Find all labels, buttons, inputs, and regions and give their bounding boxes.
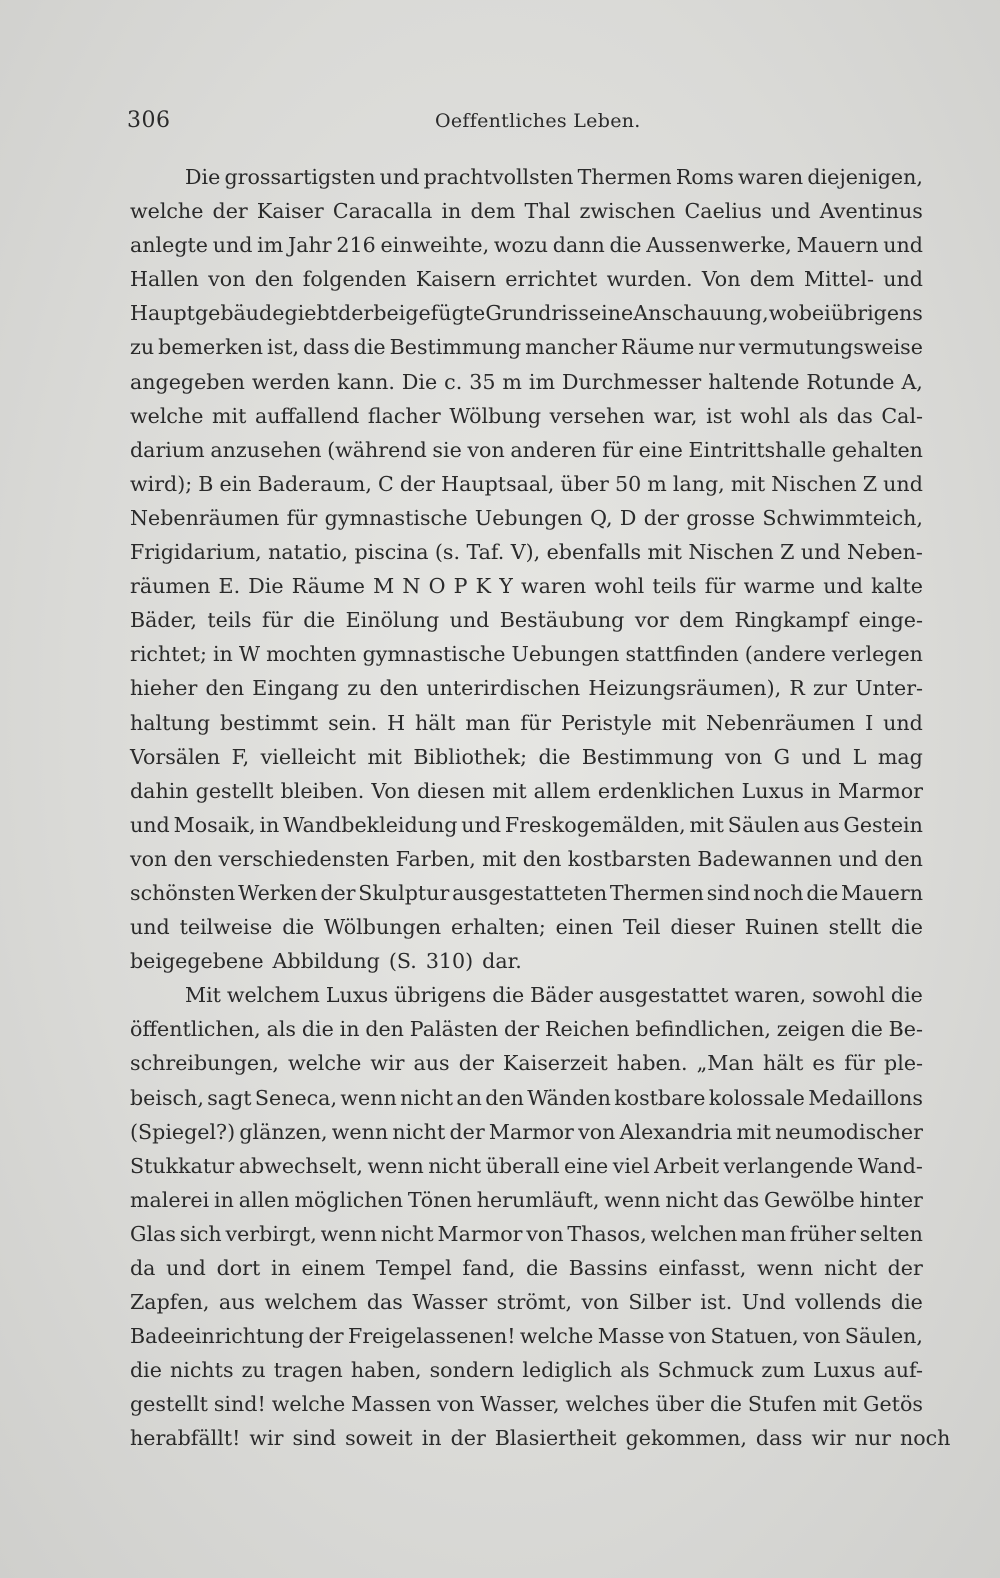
text-line: anlegte und im Jahr 216 einweihte, wozu dann die Aussenwerke, Mauern und — [130, 233, 923, 258]
page-header — [127, 108, 923, 142]
text-line: Mit welchem Luxus übrigens die Bäder ausgestattet waren, sowohl die — [185, 983, 923, 1008]
text-line: welche mit auffallend flacher Wölbung versehen war, ist wohl als das Cal- — [130, 403, 923, 428]
text-line: wird); B ein Baderaum, C der Hauptsaal, über 50 m lang, mit Nischen Z und — [130, 471, 923, 496]
text-line: haltung bestimmt sein. H hält man für Peristyle mit Nebenräumen I und — [130, 710, 923, 735]
text-line: angegeben werden kann. Die c. 35 m im Durchmesser haltende Rotunde A, — [130, 369, 923, 394]
text-line: von den verschiedensten Farben, mit den kostbarsten Badewannen und den — [130, 846, 923, 871]
text-line: (Spiegel?) glänzen, wenn nicht der Marmor von Alexandria mit neumodischer — [130, 1119, 923, 1144]
text-line: Frigidarium, natatio, piscina (s. Taf. V), ebenfalls mit Nischen Z und Neben- — [130, 540, 923, 565]
text-line: Bäder, teils für die Einölung und Bestäubung vor dem Ringkampf einge- — [130, 608, 923, 633]
text-line: da und dort in einem Tempel fand, die Bassins einfasst, wenn nicht der — [130, 1256, 923, 1280]
text-line: Stukkatur abwechselt, wenn nicht überall eine viel Arbeit verlangende Wand- — [130, 1153, 923, 1178]
text-line: Zapfen, aus welchem das Wasser strömt, von Silber ist. Und vollends die — [130, 1290, 923, 1315]
text-line: Hallen von den folgenden Kaisern errichtet wurden. Von dem Mittel- und — [130, 267, 923, 292]
text-line: hieher den Eingang zu den unterirdischen Heizungsräumen), R zur Unter- — [130, 676, 923, 701]
page-number: 306 — [127, 108, 171, 133]
text-line: die nichts zu tragen haben, sondern lediglich als Schmuck zum Luxus auf- — [130, 1358, 923, 1383]
text-line: welche der Kaiser Caracalla in dem Thal zwischen Caelius und Aventinus — [130, 199, 923, 224]
text-line: räumen E. Die Räume M N O P K Y waren wohl teils für warme und kalte — [130, 574, 923, 599]
text-line: schönsten Werken der Skulptur ausgestatteten Thermen sind noch die Mauern — [130, 880, 923, 905]
text-line: öffentlichen, als die in den Palästen der Reichen befindlichen, zeigen die Be- — [130, 1017, 923, 1042]
text-line: beigegebene Abbildung (S. 310) dar. — [130, 949, 522, 974]
text-line: Vorsälen F, vielleicht mit Bibliothek; die Bestimmung von G und L mag — [130, 744, 923, 769]
text-line: und Mosaik, in Wandbekleidung und Freskogemälden, mit Säulen aus Gestein — [130, 812, 923, 837]
text-line: zu bemerken ist, dass die Bestimmung mancher Räume nur vermutungsweise — [130, 335, 923, 360]
text-line: schreibungen, welche wir aus der Kaiserzeit haben. „Man hält es für ple- — [130, 1051, 923, 1076]
text-line: und teilweise die Wölbungen erhalten; einen Teil dieser Ruinen stellt die — [130, 915, 923, 940]
body-text — [130, 160, 951, 1456]
text-line: dahin gestellt bleiben. Von diesen mit allem erdenklichen Luxus in Marmor — [130, 778, 923, 803]
text-line: richtet; in W mochten gymnastische Uebungen stattfinden (andere verlegen — [130, 642, 923, 667]
text-line: herabfällt! wir sind soweit in der Blasiertheit gekommen, dass wir nur noch — [130, 1426, 951, 1451]
text-line: Glas sich verbirgt, wenn nicht Marmor von Thasos, welchen man früher selten — [130, 1221, 923, 1246]
paragraph-1 — [130, 160, 923, 978]
text-line: Hauptgebäude giebt der beigefügte Grundriss eine Anschauung, wobei übrigens — [130, 301, 923, 326]
text-line: beisch, sagt Seneca, wenn nicht an den Wänden kostbare kolossale Medaillons — [130, 1085, 923, 1110]
text-line: gestellt sind! welche Massen von Wasser, welches über die Stufen mit Getös — [130, 1392, 923, 1417]
text-line: Nebenräumen für gymnastische Uebungen Q, D der grosse Schwimmteich, — [130, 505, 923, 530]
paragraph-2 — [130, 978, 951, 1455]
text-line: darium anzusehen (während sie von anderen für eine Eintrittshalle gehalten — [130, 437, 923, 462]
text-line: Die grossartigsten und prachtvollsten Thermen Roms waren diejenigen, — [185, 165, 923, 189]
running-head: Oeffentliches Leben. — [435, 110, 641, 132]
text-line: Badeeinrichtung der Freigelassenen! welche Masse von Statuen, von Säulen, — [130, 1324, 923, 1349]
text-line: malerei in allen möglichen Tönen herumläuft, wenn nicht das Gewölbe hinter — [130, 1187, 923, 1212]
